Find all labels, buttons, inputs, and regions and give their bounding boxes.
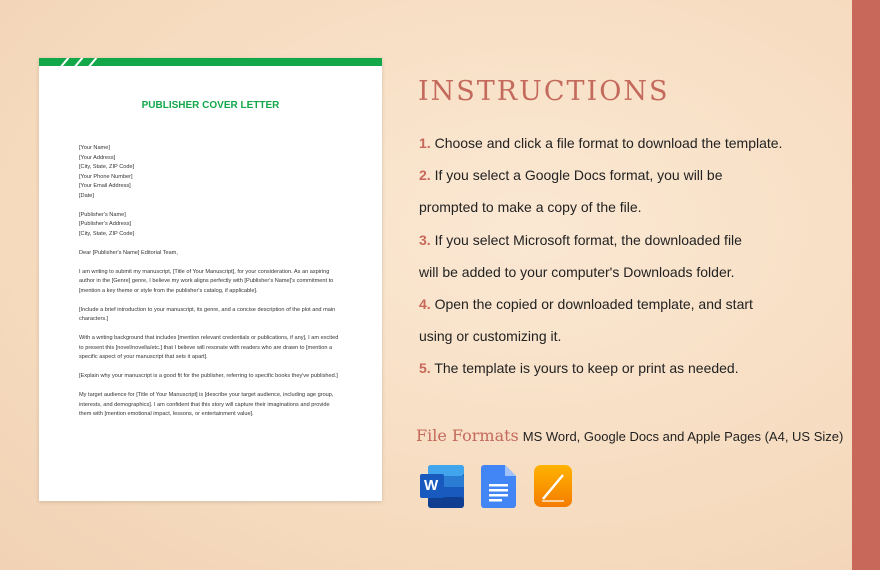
salutation: Dear [Publisher's Name] Editorial Team,: [79, 249, 178, 256]
sender-line: [Your Phone Number]: [79, 173, 133, 180]
step-number: 4.: [419, 296, 431, 312]
step-number: 1.: [419, 135, 431, 151]
step-text: If you select Microsoft format, the downloaded file: [434, 232, 742, 248]
step-number: 2.: [419, 167, 431, 183]
step-text: Open the copied or downloaded template, and start: [434, 296, 753, 312]
instruction-line: [419, 135, 782, 151]
step-number: 5.: [419, 360, 431, 376]
google-docs-icon[interactable]: [481, 465, 517, 508]
step-text: The template is yours to keep or print as needed.: [434, 360, 739, 376]
side-stripe: [852, 0, 880, 570]
instruction-line: [419, 264, 735, 280]
sender-line: [Your Address]: [79, 154, 116, 161]
paragraph: With a writing background that includes [mention relevant credentials or publications, if any], I am excited to present this [novel/novella/etc.] that I believe will resonate with readers who are drawn to [mention a specific aspect of your manuscript that sets it apart].: [79, 335, 339, 360]
sender-line: [City, State, ZIP Code]: [79, 164, 135, 170]
format-icons: [420, 465, 572, 508]
step-text: Choose and click a file format to download the template.: [434, 135, 783, 151]
paragraph: [Explain why your manuscript is a good fit for the publisher, referring to specific books they've published.]: [79, 373, 338, 379]
file-formats-value: MS Word, Google Docs and Apple Pages (A4, US Size): [522, 429, 844, 444]
sender-line: [Your Name]: [79, 145, 110, 151]
instruction-line: [419, 328, 561, 344]
recipient-line: [Publisher's Address]: [79, 221, 132, 227]
sender-line: [Your Email Address]: [79, 183, 131, 189]
document-title: PUBLISHER COVER LETTER: [141, 100, 280, 111]
step-text: using or customizing it.: [419, 328, 562, 344]
file-formats: [416, 426, 843, 446]
instructions-heading: INSTRUCTIONS: [418, 76, 670, 107]
ms-word-icon[interactable]: [420, 465, 464, 508]
sender-line: [Date]: [79, 192, 94, 199]
step-text: will be added to your computer's Downloads folder.: [419, 264, 735, 280]
step-text: prompted to make a copy of the file.: [419, 199, 642, 215]
instruction-line: [419, 232, 742, 248]
file-formats-label: File Formats: [416, 426, 519, 445]
apple-pages-icon[interactable]: [534, 465, 572, 508]
paragraph: My target audience for [Title of Your Manuscript] is [describe your target audience, including age group, interests, and demographics]. I am confident that this story will capture their imaginations and provide them with [mention emotional impact, lessons, or entertainment value].: [79, 392, 334, 417]
paragraph: I am writing to submit my manuscript, [Title of Your Manuscript], for your consideration. As an aspiring author in the [Genre] genre, I believe my work aligns perfectly with [Publisher's Name]'s commitment to [mention a key theme or style from the publisher's catalog, if applicable].: [79, 268, 334, 294]
word-letter: W: [424, 477, 439, 494]
instruction-line: [419, 167, 723, 183]
instruction-line: [419, 296, 753, 312]
header-bar: [39, 58, 382, 66]
recipient-line: [City, State, ZIP Code]: [79, 230, 135, 237]
step-number: 3.: [419, 232, 431, 248]
paragraph: [Include a brief introduction to your manuscript, its genre, and a concise description of the plot and main characters.]: [79, 306, 336, 322]
instruction-line: [419, 360, 739, 376]
recipient-line: [Publisher's Name]: [79, 211, 126, 218]
document-preview: [39, 58, 382, 501]
instruction-line: [419, 199, 642, 215]
step-text: If you select a Google Docs format, you will be: [434, 167, 723, 183]
letter-body: [79, 144, 341, 429]
